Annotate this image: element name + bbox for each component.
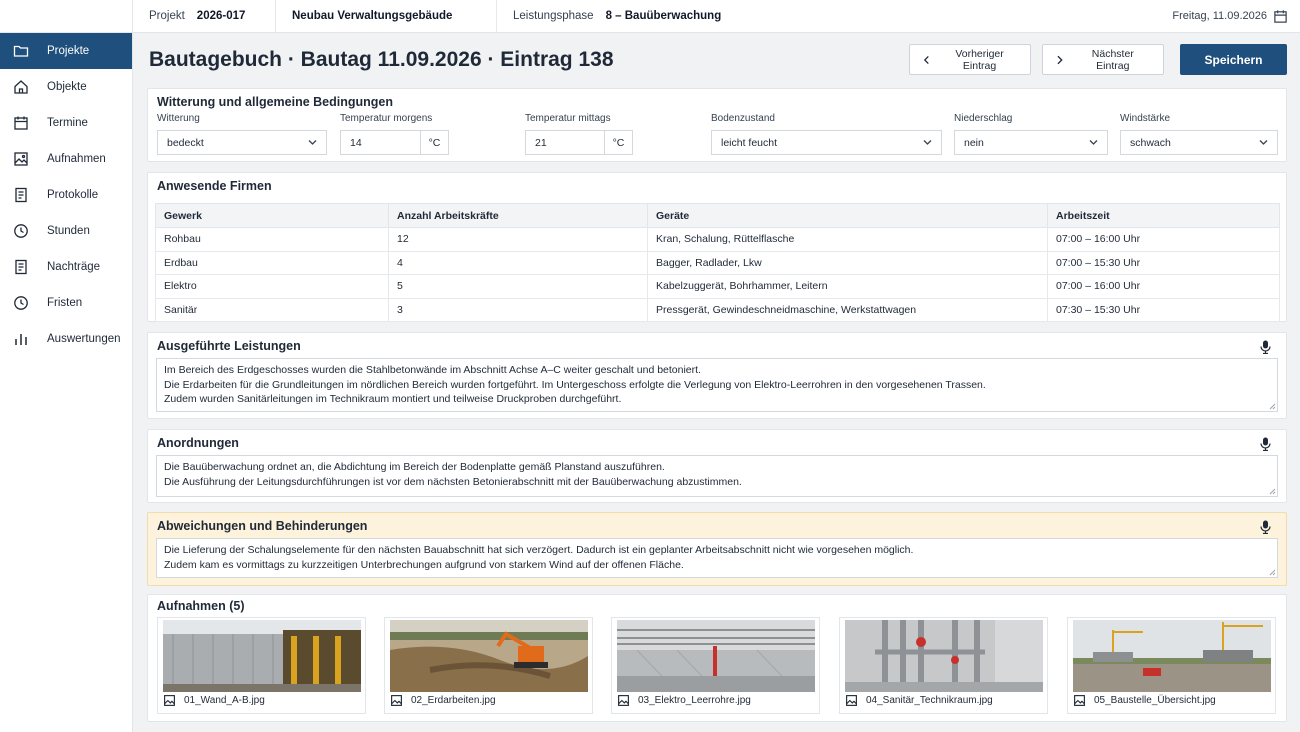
title-row <box>149 44 1289 76</box>
microphone-icon[interactable] <box>1260 437 1271 451</box>
column-header-gewerk: Gewerk <box>156 204 389 228</box>
project-id-segment <box>133 0 276 32</box>
photo-caption <box>390 694 496 707</box>
cell-workers: 12 <box>389 228 648 252</box>
sidebar-item-label: Termine <box>47 117 88 129</box>
resize-grip-icon[interactable] <box>1268 487 1276 495</box>
photo-caption <box>617 694 751 707</box>
table-row[interactable] <box>156 275 1280 299</box>
work-textarea[interactable] <box>156 358 1278 412</box>
photos-card <box>147 594 1287 722</box>
project-name: Neubau Verwaltungsgebäude <box>292 10 453 22</box>
companies-title: Anwesende Firmen <box>157 179 272 193</box>
weather-title: Witterung und allgemeine Bedingungen <box>157 95 393 109</box>
cell-gewerk: Sanitär <box>156 298 389 322</box>
chevron-right-icon <box>1056 55 1064 65</box>
photo-tile[interactable] <box>1067 617 1276 714</box>
cell-workers: 5 <box>389 275 648 299</box>
table-row[interactable] <box>156 298 1280 322</box>
photo-caption <box>163 694 265 707</box>
photo-caption <box>845 694 993 707</box>
column-header-workers: Anzahl Arbeitskräfte <box>389 204 648 228</box>
witterung-label: Witterung <box>157 113 200 124</box>
sidebar-item-aufnahmen[interactable] <box>0 141 132 177</box>
chevron-down-icon <box>308 139 317 146</box>
folder-icon <box>13 43 29 59</box>
sidebar-item-nachtraege[interactable] <box>0 249 132 285</box>
photo-filename: 03_Elektro_Leerrohre.jpg <box>638 695 751 706</box>
document-icon <box>13 259 29 275</box>
chevron-down-icon <box>1259 139 1268 146</box>
photo-thumbnail[interactable] <box>845 620 1043 692</box>
cell-equipment: Kran, Schalung, Rüttelflasche <box>648 228 1048 252</box>
text-line: Die Bauüberwachung ordnet an, die Abdichtung im Bereich der Bodenplatte gemäß Planstand auszuführen. <box>164 461 665 473</box>
image-icon <box>13 151 29 167</box>
cell-equipment: Kabelzuggerät, Bohrhammer, Leitern <box>648 275 1048 299</box>
orders-title: Anordnungen <box>157 436 239 450</box>
sidebar-item-label: Fristen <box>47 297 83 309</box>
precip-value: nein <box>964 136 984 149</box>
topbar <box>133 0 1300 33</box>
cell-gewerk: Rohbau <box>156 228 389 252</box>
photo-caption <box>1073 694 1216 707</box>
table-header-row <box>156 204 1280 228</box>
photo-thumbnail[interactable] <box>1073 620 1271 692</box>
sidebar-item-termine[interactable] <box>0 105 132 141</box>
deviations-title: Abweichungen und Behinderungen <box>157 519 368 533</box>
temp-noon-input[interactable] <box>525 130 605 155</box>
cell-worktime: 07:30 – 15:30 Uhr <box>1048 298 1280 322</box>
companies-card <box>147 172 1287 322</box>
image-icon <box>617 694 630 707</box>
chevron-down-icon <box>1089 139 1098 146</box>
photo-tile[interactable] <box>611 617 820 714</box>
photo-tile[interactable] <box>384 617 593 714</box>
temp-morning-unit: °C <box>421 130 449 155</box>
text-line: Zudem kam es vormittags zu kurzzeitigen Unterbrechungen aufgrund von starkem Wind auf der offenen Fläche. <box>164 558 684 571</box>
phase-segment <box>497 0 737 32</box>
clock-icon <box>13 223 29 239</box>
table-row[interactable] <box>156 228 1280 252</box>
table-row[interactable] <box>156 251 1280 275</box>
wind-value: schwach <box>1130 136 1171 149</box>
sidebar-item-label: Aufnahmen <box>47 153 106 165</box>
previous-entry-button[interactable] <box>909 44 1031 75</box>
witterung-select[interactable] <box>157 130 327 155</box>
temp-noon-label: Temperatur mittags <box>525 113 611 124</box>
text-line: Zudem wurden Sanitärleitungen im Technikraum montiert und teilweise Druckproben durchgeführt. <box>164 393 622 405</box>
weather-card <box>147 88 1287 162</box>
resize-grip-icon[interactable] <box>1268 568 1276 576</box>
sidebar-item-label: Nachträge <box>47 261 101 273</box>
companies-table <box>155 203 1280 322</box>
temp-morning-label: Temperatur morgens <box>340 113 433 124</box>
wind-label: Windstärke <box>1120 113 1171 124</box>
next-entry-label: Nächster Eintrag <box>1091 47 1134 72</box>
save-button[interactable]: Speichern <box>1180 44 1287 75</box>
temp-morning-input[interactable] <box>340 130 421 155</box>
clock-icon <box>13 295 29 311</box>
resize-grip-icon[interactable] <box>1268 402 1276 410</box>
cell-workers: 4 <box>389 251 648 275</box>
next-entry-button[interactable] <box>1042 44 1164 75</box>
deviations-textarea[interactable] <box>156 538 1278 578</box>
photo-tile[interactable] <box>839 617 1048 714</box>
current-date: Freitag, 11.09.2026 <box>1172 10 1267 22</box>
photo-thumbnail[interactable] <box>390 620 588 692</box>
temp-noon-unit: °C <box>605 130 633 155</box>
sidebar-item-label: Objekte <box>47 81 87 93</box>
text-line: Die Ausführung der Leitungsdurchführungen ist vor dem nächsten Betonierabschnitt mit der Bauüberwachung abzustimmen. <box>164 475 742 488</box>
home-icon <box>13 79 29 95</box>
text-line: Die Erdarbeiten für die Grundleitungen im nördlichen Bereich wurden fortgeführt. Im Untergeschoss erfolgte die Verlegung von Elektro-Leerrohren in den vorgesehenen Trassen. <box>164 378 986 391</box>
bar-chart-icon <box>13 331 29 347</box>
precip-select[interactable] <box>954 130 1108 155</box>
cell-gewerk: Erdbau <box>156 251 389 275</box>
cell-worktime: 07:00 – 15:30 Uhr <box>1048 251 1280 275</box>
previous-entry-label: Vorheriger Eintrag <box>955 47 1004 72</box>
sidebar-item-stunden[interactable] <box>0 213 132 249</box>
soil-select[interactable] <box>711 130 942 155</box>
text-line: Die Lieferung der Schalungselemente für den nächsten Bauabschnitt hat sich verzögert. Dadurch ist ein geplanter Arbeitsabschnitt nicht wie vorgesehen möglich. <box>164 544 914 556</box>
cell-workers: 3 <box>389 298 648 322</box>
deviations-card <box>147 512 1287 586</box>
temp-noon-value: 21 <box>535 136 547 149</box>
sidebar-item-label: Protokolle <box>47 189 99 201</box>
sidebar <box>0 0 133 732</box>
column-header-equipment: Geräte <box>648 204 1048 228</box>
document-icon <box>13 187 29 203</box>
image-icon <box>163 694 176 707</box>
phase-value: 8 – Bauüberwachung <box>605 10 722 22</box>
orders-textarea[interactable] <box>156 455 1278 497</box>
cell-equipment: Bagger, Radlader, Lkw <box>648 251 1048 275</box>
sidebar-item-auswertungen[interactable] <box>0 321 132 357</box>
soil-label: Bodenzustand <box>711 113 775 124</box>
cell-worktime: 07:00 – 16:00 Uhr <box>1048 275 1280 299</box>
photo-filename: 01_Wand_A-B.jpg <box>184 695 265 706</box>
photos-title: Aufnahmen (5) <box>157 599 245 613</box>
date-display[interactable] <box>1172 9 1300 24</box>
microphone-icon[interactable] <box>1260 520 1271 534</box>
wind-select[interactable] <box>1120 130 1278 155</box>
chevron-down-icon <box>923 139 932 146</box>
soil-value: leicht feucht <box>721 136 778 149</box>
text-line: Im Bereich des Erdgeschosses wurden die Stahlbetonwände im Abschnitt Achse A–C weiter geschalt und betoniert. <box>164 364 701 376</box>
precip-label: Niederschlag <box>954 113 1013 124</box>
project-name-segment <box>276 0 497 32</box>
work-card <box>147 332 1287 419</box>
image-icon <box>845 694 858 707</box>
photo-thumbnail[interactable] <box>617 620 815 692</box>
phase-label: Leistungsphase <box>513 10 594 22</box>
photo-filename: 05_Baustelle_Übersicht.jpg <box>1094 695 1216 706</box>
work-title: Ausgeführte Leistungen <box>157 339 301 353</box>
sidebar-item-label: Auswertungen <box>47 333 121 345</box>
cell-gewerk: Elektro <box>156 275 389 299</box>
image-icon <box>1073 694 1086 707</box>
microphone-icon[interactable] <box>1260 340 1271 354</box>
cell-worktime: 07:00 – 16:00 Uhr <box>1048 228 1280 252</box>
witterung-value: bedeckt <box>167 136 204 149</box>
column-header-worktime: Arbeitszeit <box>1048 204 1280 228</box>
photo-filename: 02_Erdarbeiten.jpg <box>411 695 496 706</box>
sidebar-item-label: Stunden <box>47 225 90 237</box>
sidebar-item-projekte[interactable] <box>0 33 132 69</box>
photo-tile[interactable] <box>157 617 366 714</box>
sidebar-item-protokolle[interactable] <box>0 177 132 213</box>
project-id: 2026-017 <box>196 10 246 22</box>
chevron-left-icon <box>923 55 930 65</box>
photo-filename: 04_Sanitär_Technikraum.jpg <box>866 695 993 706</box>
calendar-icon <box>13 115 29 131</box>
project-label: Projekt <box>149 10 185 22</box>
sidebar-header <box>0 0 132 33</box>
page-title: Bautagebuch · Bautag 11.09.2026 · Eintrag 138 <box>149 48 614 71</box>
orders-card <box>147 429 1287 503</box>
sidebar-item-fristen[interactable] <box>0 285 132 321</box>
sidebar-item-label: Projekte <box>47 45 90 57</box>
photo-thumbnail[interactable] <box>163 620 361 692</box>
image-icon <box>390 694 403 707</box>
temp-morning-value: 14 <box>350 136 362 149</box>
calendar-icon <box>1273 9 1288 24</box>
sidebar-item-objekte[interactable] <box>0 69 132 105</box>
cell-equipment: Pressgerät, Gewindeschneidmaschine, Werkstattwagen <box>648 298 1048 322</box>
